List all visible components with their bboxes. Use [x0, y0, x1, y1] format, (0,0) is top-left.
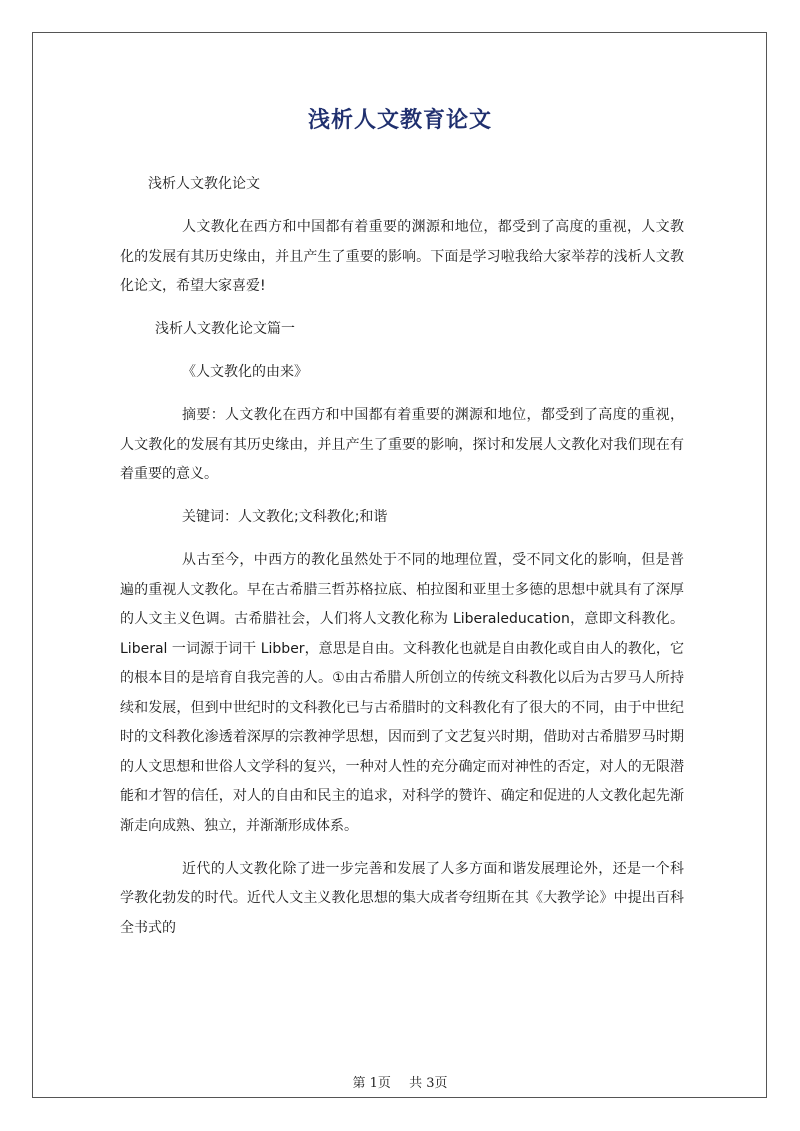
- keywords-line: 关键词：人文教化;文科教化;和谐: [182, 509, 388, 525]
- page-number: 第 1页: [352, 1076, 391, 1091]
- document-subtitle: 浅析人文教化论文: [148, 176, 260, 192]
- document-title: 浅析人文教育论文: [307, 108, 492, 133]
- document-body: [120, 170, 684, 957]
- article-title: 《人文教化的由来》: [182, 364, 308, 380]
- abstract-paragraph: 摘要：人文教化在西方和中国都有着重要的渊源和地位，都受到了高度的重视，人文教化的发展有其历史缘由，并且产生了重要的影响，探讨和发展人文教化对我们现在有着重要的意义。: [120, 407, 684, 482]
- page-footer: [0, 1072, 800, 1091]
- intro-paragraph: 人文教化在西方和中国都有着重要的渊源和地位，都受到了高度的重视，人文教化的发展有其历史缘由，并且产生了重要的影响。下面是学习啦我给大家举荐的浅析人文教化论文，希望大家喜爱!: [120, 219, 684, 294]
- page-total: 共 3页: [409, 1076, 448, 1091]
- section-heading: 浅析人文教化论文篇一: [155, 321, 295, 337]
- body-paragraph-1: 从古至今，中西方的教化虽然处于不同的地理位置，受不同文化的影响，但是普遍的重视人文教化。早在古希腊三哲苏格拉底、柏拉图和亚里士多德的思想中就具有了深厚的人文主义色调。古希腊社会，人们将人文教化称为 Liberaleducation，意即文科教化。Liberal 一词源于词干 Libber，意思是自由。文科教化也就是自由教化或自由人的教化，它的根本目的是培育自我完善的人。①由古希腊人所创立的传统文科教化以后为古罗马人所持续和发展，但到中世纪时的文科教化已与古希腊时的文科教化有了很大的不同，由于中世纪时的文科教化渗透着深厚的宗教神学思想，因而到了文艺复兴时期，借助对古希腊罗马时期的人文思想和世俗人文学科的复兴，一种对人性的充分确定而对神性的否定，对人的无限潜能和才智的信任，对人的自由和民主的追求，对科学的赞许、确定和促进的人文教化起先渐渐走向成熟、独立，并渐渐形成体系。: [120, 552, 684, 834]
- body-paragraph-2: 近代的人文教化除了进一步完善和发展了人多方面和谐发展理论外，还是一个科学教化勃发的时代。近代人文主义教化思想的集大成者夸纽斯在其《大教学论》中提出百科全书式的: [120, 860, 684, 936]
